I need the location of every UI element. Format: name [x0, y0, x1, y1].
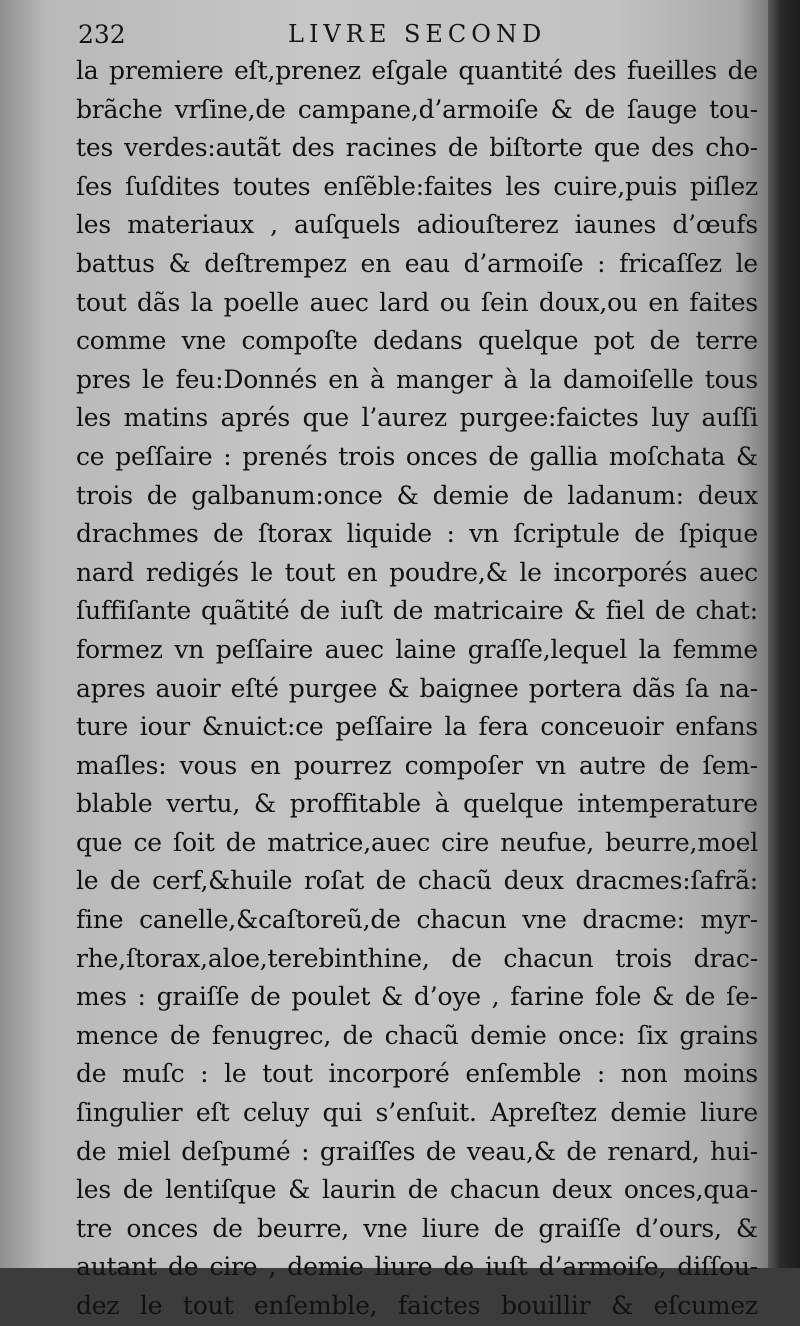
page-number: 232 [78, 20, 126, 49]
text-line: dez le tout enſemble, faictes bouillir & eſcumez [76, 1291, 758, 1320]
text-line: tes verdes:autãt des racines de biſtorte que des cho- [76, 133, 758, 163]
page-header [78, 18, 716, 52]
text-line: la premiere eſt,prenez eſgale quantité des fueilles de [76, 56, 758, 85]
running-title: LIVRE SECOND [288, 20, 547, 48]
text-line: tout dãs la poelle auec lard ou ſein doux,ou en faites [76, 287, 758, 317]
text-line: formez vn peſſaire auec laine graſſe,lequel la femme [76, 634, 758, 664]
text-line: nard redigés le tout en poudre,& le incorporés auec [76, 557, 758, 587]
text-line: autant de cire , demie liure de iuſt d’armoiſe, diſſou- [76, 1252, 758, 1282]
text-line: ſuffiſante quãtité de iuſt de matricaire & fiel de chat: [76, 596, 758, 626]
text-line: mes : graiſſe de poulet & d’oye , farine fole & de ſe- [76, 982, 758, 1012]
text-line: les materiaux , auſquels adiouſterez iaunes d’œufs [76, 210, 758, 240]
text-line: ſes ſuſdites toutes enſẽble:faites les cuire,puis piſlez [76, 171, 758, 201]
text-line: tre onces de beurre, vne liure de graiſſe d’ours, & [76, 1213, 758, 1243]
text-line: blable vertu, & proffitable à quelque intemperature [76, 789, 758, 819]
text-line: maſles: vous en pourrez compoſer vn autre de ſem- [76, 750, 758, 780]
body-text [76, 52, 758, 1326]
text-line: comme vne compoſte dedans quelque pot de terre [76, 326, 758, 356]
text-line: pres le feu:Donnés en à manger à la damoiſelle tous [76, 364, 758, 394]
page-edge-shadow [768, 0, 800, 1268]
text-line: ſingulier eſt celuy qui s’enſuit. Apreſtez demie liure [76, 1098, 758, 1128]
text-line: de muſc : le tout incorporé enſemble : non moins [76, 1059, 758, 1089]
text-line: trois de galbanum:once & demie de ladanum: deux [76, 480, 758, 510]
text-line: ce peſſaire : prenés trois onces de gallia moſchata & [76, 441, 758, 471]
text-line: les de lentiſque & laurin de chacun deux onces,qua- [76, 1175, 758, 1205]
text-line: battus & deſtrempez en eau d’armoiſe : fricaſſez le [76, 248, 758, 278]
text-line: rhe,ſtorax,aloe,terebinthine, de chacun trois drac- [76, 943, 758, 973]
text-line: drachmes de ſtorax liquide : vn ſcriptule de ſpique [76, 519, 758, 549]
text-line: ture iour &nuict:ce peſſaire la fera conceuoir enfans [76, 712, 758, 742]
text-line: apres auoir eſté purgee & baignee portera dãs ſa na- [76, 673, 758, 703]
text-line: mence de fenugrec, de chacũ demie once: ſix grains [76, 1020, 758, 1050]
text-line: le de cerf,&huile roſat de chacũ deux dracmes:ſafrã: [76, 866, 758, 896]
text-line: de miel deſpumé : graiſſes de veau,& de renard, hui- [76, 1136, 758, 1166]
text-line: les matins aprés que l’aurez purgee:faictes luy auſſi [76, 403, 758, 433]
text-line: fine canelle,&caſtoreũ,de chacun vne dracme: myr- [76, 905, 758, 935]
text-line: brãche vrſine,de campane,d’armoiſe & de ſauge tou- [76, 94, 758, 124]
text-line: que ce ſoit de matrice,auec cire neufue, beurre,moel [76, 827, 758, 857]
